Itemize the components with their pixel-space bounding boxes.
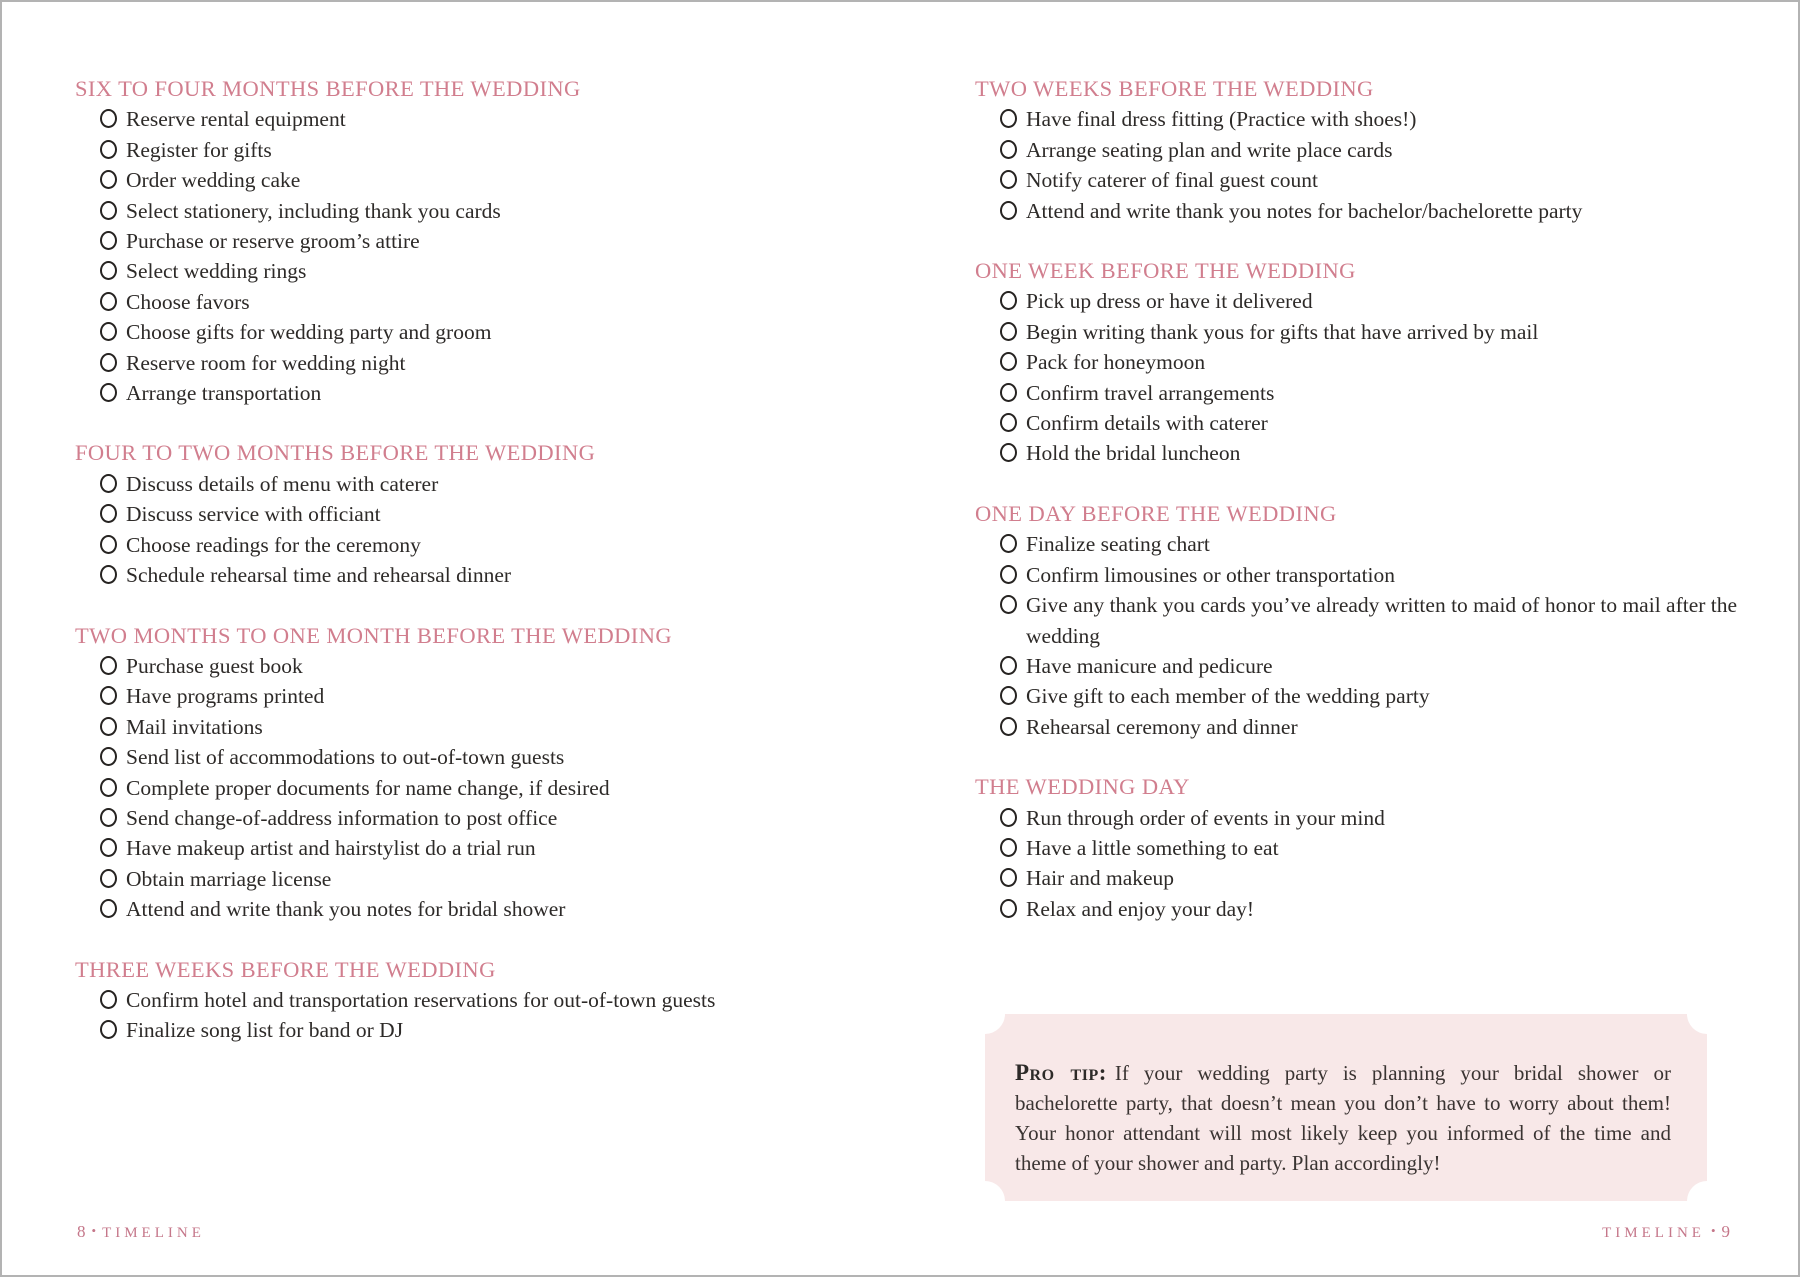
checklist-item (75, 651, 765, 681)
corner-notch-icon (965, 994, 1005, 1034)
checkbox-circle-icon[interactable] (1000, 595, 1017, 614)
checkbox-circle-icon[interactable] (100, 535, 117, 554)
checklist-item (75, 833, 765, 863)
checklist-item (75, 803, 765, 833)
checkbox-circle-icon[interactable] (100, 170, 117, 189)
checklist-section (75, 621, 765, 925)
checkbox-circle-icon[interactable] (1000, 717, 1017, 736)
checklist-item-text: Choose favors (126, 289, 250, 314)
checklist-item (975, 803, 1739, 833)
left-page-column (75, 74, 765, 1076)
checkbox-circle-icon[interactable] (1000, 868, 1017, 887)
checklist-item-text: Have makeup artist and hairstylist do a trial run (126, 836, 536, 861)
checklist-item-text: Arrange seating plan and write place cards (1026, 137, 1393, 162)
corner-notch-icon (965, 1181, 1005, 1221)
checklist-item (75, 378, 765, 408)
checklist-item-text: Have manicure and pedicure (1026, 653, 1273, 678)
checklist-item (75, 894, 765, 924)
checklist-section (975, 256, 1739, 469)
checklist-item-text: Attend and write thank you notes for bachelor/bachelorette party (1026, 198, 1583, 223)
checklist-item-text: Confirm travel arrangements (1026, 380, 1275, 405)
checklist-item-text: Reserve room for wedding night (126, 350, 406, 375)
checklist-item (75, 135, 765, 165)
checkbox-circle-icon[interactable] (100, 201, 117, 220)
checklist-item (75, 348, 765, 378)
checklist-item (75, 530, 765, 560)
checklist-item-text: Discuss details of menu with caterer (126, 471, 439, 496)
pro-tip-label: Pro tip: (1015, 1060, 1107, 1085)
checklist-section (75, 74, 765, 408)
checkbox-circle-icon[interactable] (100, 292, 117, 311)
checkbox-circle-icon[interactable] (1000, 109, 1017, 128)
checklist-item (975, 712, 1739, 742)
checklist-item-text: Have programs printed (126, 684, 325, 709)
checkbox-circle-icon[interactable] (1000, 565, 1017, 584)
checklist-item-text: Confirm details with caterer (1026, 411, 1268, 436)
checklist-item (975, 529, 1739, 559)
checklist-item-text: Hold the bridal luncheon (1026, 441, 1241, 466)
checklist-item (975, 651, 1739, 681)
section-heading: ONE WEEK BEFORE THE WEDDING (975, 258, 1356, 284)
checklist-item (975, 135, 1739, 165)
checklist-item-text: Choose gifts for wedding party and groom (126, 320, 492, 345)
checklist-item (975, 560, 1739, 590)
checklist-item-text: Register for gifts (126, 137, 272, 162)
checklist-item-text: Rehearsal ceremony and dinner (1026, 714, 1298, 739)
checkbox-circle-icon[interactable] (1000, 291, 1017, 310)
checklist-item (975, 438, 1739, 468)
checklist-item-text: Arrange transportation (126, 381, 322, 406)
footer-bullet-icon: • (1710, 1223, 1716, 1238)
section-heading: THREE WEEKS BEFORE THE WEDDING (75, 956, 496, 982)
pro-tip-box (985, 1014, 1707, 1201)
checklist-item-text: Pick up dress or have it delivered (1026, 289, 1313, 314)
checklist-item-text: Discuss service with officiant (126, 502, 381, 527)
section-heading: SIX TO FOUR MONTHS BEFORE THE WEDDING (75, 76, 581, 101)
left-page-number: 8 (77, 1222, 86, 1241)
checklist-item-text: Purchase guest book (126, 653, 303, 678)
checklist-item-text: Select stationery, including thank you cards (126, 198, 501, 223)
right-page-column (975, 74, 1739, 954)
checklist (975, 529, 1739, 742)
checkbox-circle-icon[interactable] (1000, 170, 1017, 189)
section-heading: TWO MONTHS TO ONE MONTH BEFORE THE WEDDING (75, 622, 672, 648)
checklist-item-text: Give gift to each member of the wedding party (1026, 684, 1430, 709)
corner-notch-icon (1687, 1181, 1727, 1221)
checklist-item (75, 1015, 765, 1045)
checklist (975, 104, 1739, 226)
checkbox-circle-icon[interactable] (100, 565, 117, 584)
checklist-item (975, 408, 1739, 438)
left-page-footer (77, 1222, 205, 1242)
checkbox-circle-icon[interactable] (1000, 322, 1017, 341)
checklist-item-text: Send change-of-address information to post office (126, 805, 558, 830)
checkbox-circle-icon[interactable] (100, 747, 117, 766)
corner-notch-icon (1687, 994, 1727, 1034)
checklist (975, 803, 1739, 925)
checklist-item-text: Notify caterer of final guest count (1026, 168, 1318, 193)
checklist-item (75, 104, 765, 134)
right-page-number: 9 (1721, 1222, 1730, 1241)
checkbox-circle-icon[interactable] (1000, 352, 1017, 371)
checklist-item (75, 317, 765, 347)
footer-bullet-icon: • (91, 1223, 97, 1238)
checklist-item-text: Have a little something to eat (1026, 835, 1279, 860)
checkbox-circle-icon[interactable] (1000, 383, 1017, 402)
checkbox-circle-icon[interactable] (100, 838, 117, 857)
checklist-item-text: Order wedding cake (126, 168, 301, 193)
checklist-item-text: Confirm limousines or other transportation (1026, 562, 1396, 587)
checklist-item (75, 469, 765, 499)
checkbox-circle-icon[interactable] (100, 808, 117, 827)
checkbox-circle-icon[interactable] (1000, 201, 1017, 220)
checkbox-circle-icon[interactable] (1000, 899, 1017, 918)
checklist-item-text: Hair and makeup (1026, 866, 1175, 891)
left-footer-label: TIMELINE (102, 1225, 205, 1241)
checklist-item (75, 256, 765, 286)
checklist-item (75, 287, 765, 317)
checkbox-circle-icon[interactable] (1000, 534, 1017, 553)
right-footer-label: TIMELINE (1602, 1225, 1705, 1241)
checklist-section (975, 772, 1739, 924)
checklist-item-text: Have final dress fitting (Practice with shoes!) (1026, 107, 1417, 132)
checkbox-circle-icon[interactable] (1000, 443, 1017, 462)
checklist-section (975, 499, 1739, 742)
checkbox-circle-icon[interactable] (100, 140, 117, 159)
right-page-footer (1602, 1222, 1730, 1242)
checklist-item-text: Begin writing thank yous for gifts that have arrived by mail (1026, 319, 1539, 344)
checkbox-circle-icon[interactable] (100, 656, 117, 675)
checklist (75, 985, 765, 1046)
checklist-item (975, 833, 1739, 863)
checklist-section (975, 74, 1739, 226)
checklist-item-text: Purchase or reserve groom’s attire (126, 229, 420, 254)
checklist-item-text: Run through order of events in your mind (1026, 805, 1385, 830)
checklist-item (75, 985, 765, 1015)
checklist-item-text: Finalize song list for band or DJ (126, 1018, 404, 1043)
checklist-item (975, 590, 1739, 651)
checkbox-circle-icon[interactable] (100, 261, 117, 280)
checkbox-circle-icon[interactable] (100, 899, 117, 918)
checkbox-circle-icon[interactable] (100, 504, 117, 523)
checkbox-circle-icon[interactable] (1000, 808, 1017, 827)
checklist-item (75, 773, 765, 803)
checklist (75, 104, 765, 408)
checklist-item-text: Obtain marriage license (126, 866, 332, 891)
checklist-section (75, 955, 765, 1046)
section-heading: THE WEDDING DAY (975, 774, 1190, 800)
checklist-item (975, 286, 1739, 316)
checklist-item (975, 894, 1739, 924)
checkbox-circle-icon[interactable] (1000, 838, 1017, 857)
checklist-item (975, 317, 1739, 347)
checkbox-circle-icon[interactable] (100, 686, 117, 705)
checklist-item-text: Give any thank you cards you’ve already written to maid of honor to mail after the wedding (1026, 593, 1738, 648)
section-heading: TWO WEEKS BEFORE THE WEDDING (975, 76, 1374, 101)
checklist-item-text: Send list of accommodations to out-of-town guests (126, 745, 565, 770)
checklist-item (975, 165, 1739, 195)
checkbox-circle-icon[interactable] (100, 231, 117, 250)
checklist-item (975, 863, 1739, 893)
checklist-item-text: Mail invitations (126, 714, 263, 739)
checklist-item-text: Choose readings for the ceremony (126, 532, 421, 557)
checklist-item-text: Select wedding rings (126, 259, 307, 284)
checkbox-circle-icon[interactable] (1000, 140, 1017, 159)
pro-tip-text (1015, 1058, 1671, 1178)
checklist-item-text: Finalize seating chart (1026, 532, 1210, 557)
checklist-item (975, 681, 1739, 711)
checklist (75, 469, 765, 591)
checklist-item (75, 560, 765, 590)
checkbox-circle-icon[interactable] (100, 109, 117, 128)
checkbox-circle-icon[interactable] (100, 383, 117, 402)
checkbox-circle-icon[interactable] (100, 869, 117, 888)
checklist (975, 286, 1739, 468)
checkbox-circle-icon[interactable] (100, 990, 117, 1009)
checklist-item-text: Pack for honeymoon (1026, 350, 1206, 375)
checklist-item (975, 378, 1739, 408)
checklist-item (75, 226, 765, 256)
checklist-item (75, 681, 765, 711)
checklist-item (975, 104, 1739, 134)
checkbox-circle-icon[interactable] (100, 778, 117, 797)
checklist-item-text: Schedule rehearsal time and rehearsal dinner (126, 563, 512, 588)
checkbox-circle-icon[interactable] (1000, 413, 1017, 432)
checkbox-circle-icon[interactable] (100, 353, 117, 372)
checklist-item (975, 347, 1739, 377)
checklist (75, 651, 765, 925)
checkbox-circle-icon[interactable] (1000, 686, 1017, 705)
section-heading: ONE DAY BEFORE THE WEDDING (975, 500, 1337, 526)
checklist-section (75, 438, 765, 590)
checkbox-circle-icon[interactable] (100, 717, 117, 736)
checklist-item-text: Attend and write thank you notes for bridal shower (126, 897, 566, 922)
checklist-item (75, 165, 765, 195)
checkbox-circle-icon[interactable] (1000, 656, 1017, 675)
checklist-item (75, 499, 765, 529)
checklist-item (75, 712, 765, 742)
checklist-item (75, 196, 765, 226)
checklist-item (975, 196, 1739, 226)
checkbox-circle-icon[interactable] (100, 322, 117, 341)
checklist-item-text: Confirm hotel and transportation reservations for out-of-town guests (126, 987, 716, 1012)
checklist-item-text: Complete proper documents for name change, if desired (126, 775, 610, 800)
pro-tip-body: If your wedding party is planning your bridal shower or bachelorette party, that doesn’t mean you don’t have to worry about them! Your honor attendant will most likely keep you informed of the time and theme of your shower and party. Plan accordingly! (1015, 1061, 1671, 1175)
checklist-item-text: Relax and enjoy your day! (1026, 896, 1255, 921)
checklist-item (75, 742, 765, 772)
section-heading: FOUR TO TWO MONTHS BEFORE THE WEDDING (75, 440, 596, 466)
checkbox-circle-icon[interactable] (100, 1020, 117, 1039)
checklist-item-text: Reserve rental equipment (126, 107, 346, 132)
checklist-item (75, 864, 765, 894)
checkbox-circle-icon[interactable] (100, 474, 117, 493)
